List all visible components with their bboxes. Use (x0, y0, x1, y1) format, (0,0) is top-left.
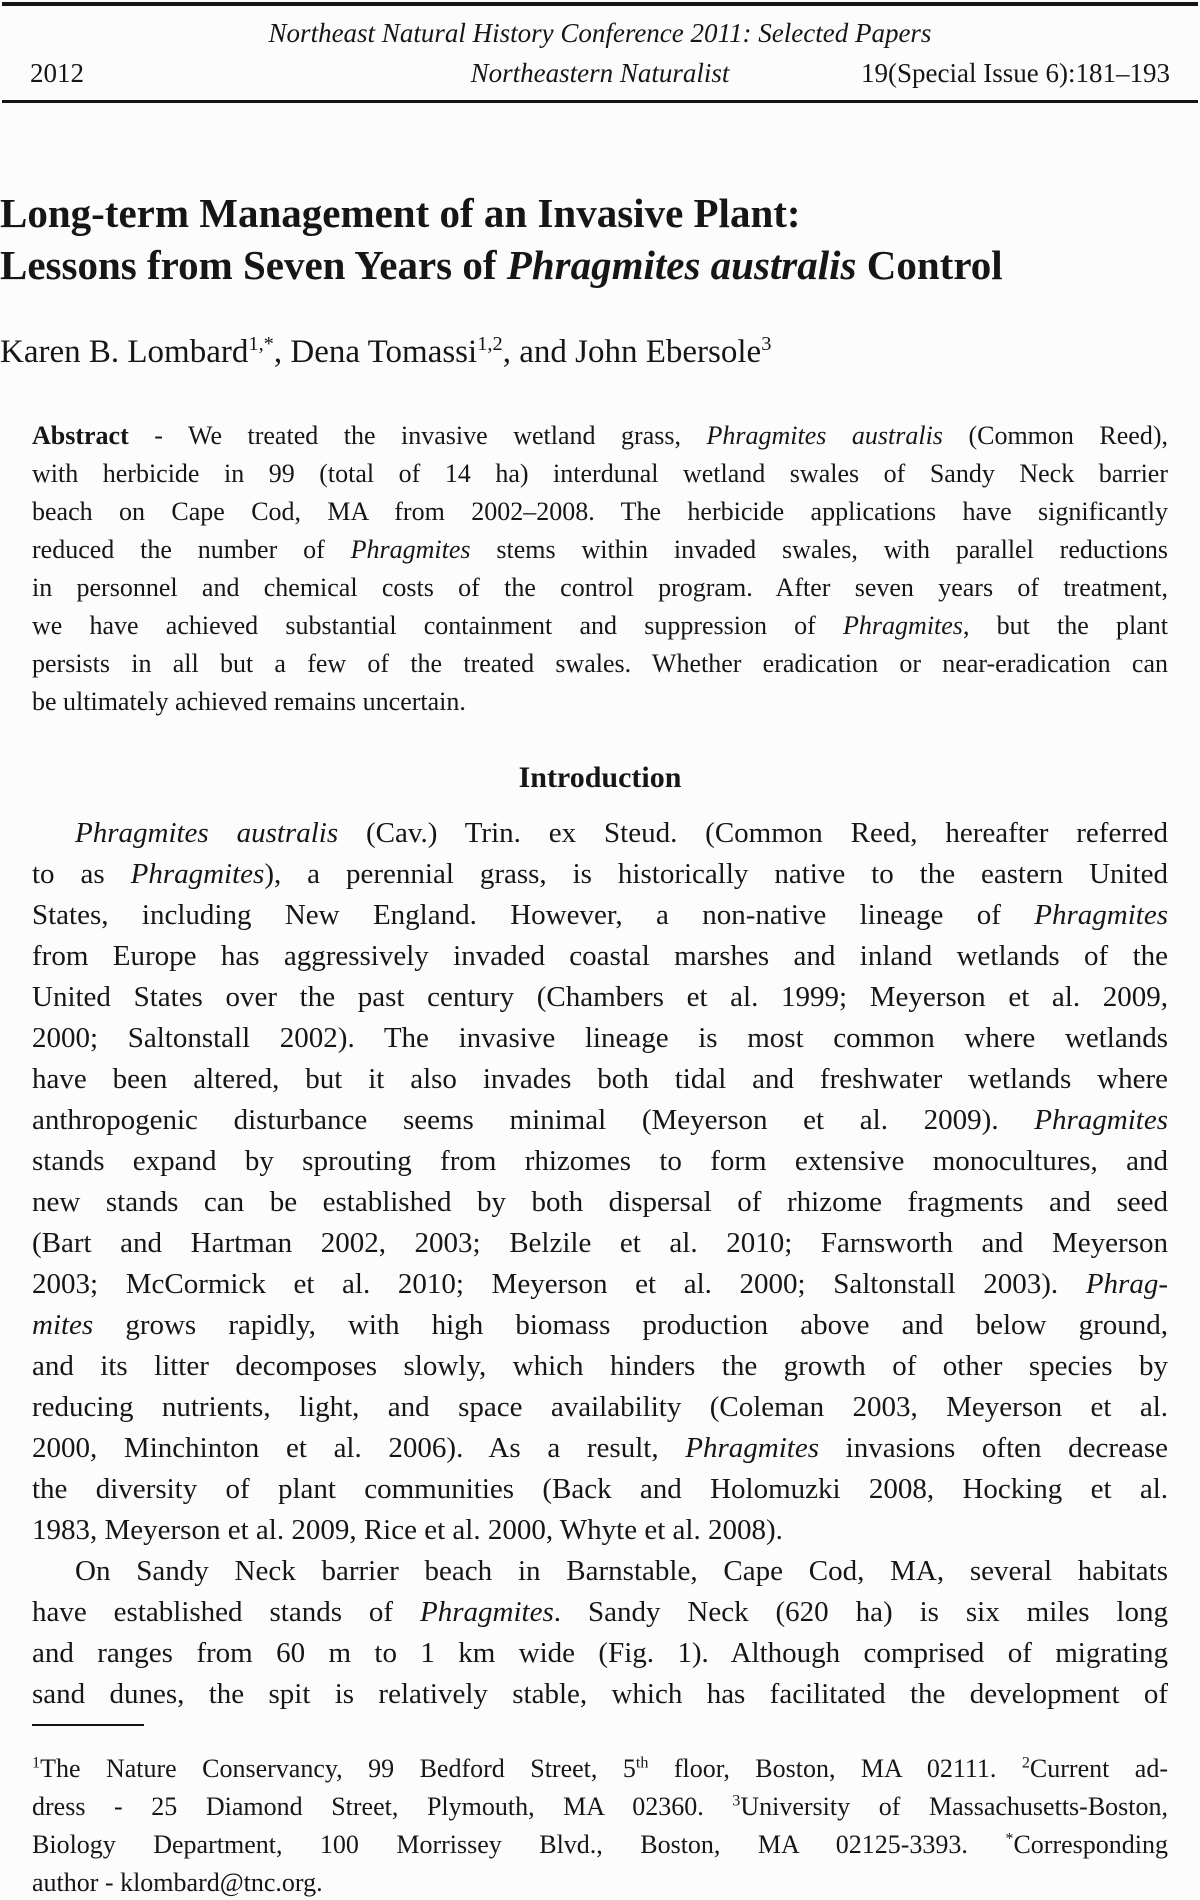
text-segment: (Common Reed), (942, 421, 1168, 450)
text-segment: On Sandy Neck barrier beach in Barnstable, Cape Cod, MA, several habitats (75, 1555, 1168, 1587)
text-segment: the diversity of plant communities (Back and Holomuzki 2008, Hocking et al. (32, 1473, 1168, 1505)
text-line (32, 1428, 1168, 1469)
footnote (0, 1750, 1200, 1900)
text-segment: and its litter decomposes slowly, which hinders the growth of other species by (32, 1350, 1168, 1382)
text-segment: invasions often decrease (818, 1432, 1168, 1464)
top-rule (2, 2, 1198, 6)
header-rule (2, 100, 1198, 103)
superscript: 1,2 (477, 333, 503, 355)
text-segment: 2003; McCormick et al. 2010; Meyerson et al. 2000; Saltonstall 2003). (32, 1268, 1086, 1300)
abstract (0, 417, 1200, 721)
text-segment: United States over the past century (Chambers et al. 1999; Meyerson et al. 2009, (32, 981, 1168, 1013)
text-line (32, 977, 1168, 1018)
text-segment: Phragmites (843, 611, 963, 640)
text-segment: grows rapidly, with high biomass production above and below ground, (93, 1309, 1168, 1341)
text-segment: in personnel and chemical costs of the control program. After seven years of treatment, (32, 573, 1168, 602)
text-line (32, 607, 1168, 645)
text-line (32, 1264, 1168, 1305)
text-segment: (Cav.) Trin. ex Steud. (Common Reed, hereafter referred (338, 817, 1169, 849)
text-line (32, 1305, 1168, 1346)
text-segment: beach on Cape Cod, MA from 2002–2008. The herbicide applications have significantly (32, 497, 1168, 526)
text-segment: stands expand by sprouting from rhizomes to form extensive monocultures, and (32, 1145, 1168, 1177)
text-segment: Lessons from Seven Years of (0, 242, 507, 288)
article-title (0, 187, 1200, 291)
title-line-1: Long-term Management of an Invasive Plant: (0, 190, 801, 236)
text-segment: . Sandy Neck (620 ha) is six miles long (553, 1596, 1168, 1628)
text-segment: author - klombard@tnc.org. (32, 1868, 323, 1897)
text-segment: , Dena Tomassi (273, 334, 478, 370)
superscript: 1 (32, 1754, 41, 1772)
text-segment: Biology Department, 100 Morrissey Blvd., Boston, MA 02125-3393. (32, 1830, 1006, 1859)
text-segment: 2000; Saltonstall 2002). The invasive lineage is most common where wetlands (32, 1022, 1168, 1054)
text-line (32, 1223, 1168, 1264)
text-line (32, 1592, 1168, 1633)
text-line (32, 569, 1168, 607)
text-segment: Abstract (32, 421, 129, 450)
text-segment: 1983, Meyerson et al. 2009, Rice et al. 2000, Whyte et al. 2008). (32, 1514, 783, 1546)
text-segment: Phragmites australis (706, 421, 943, 450)
text-segment: States, including New England. However, a non-native lineage of (32, 899, 1035, 931)
text-segment: new stands can be established by both dispersal of rhizome fragments and seed (32, 1186, 1168, 1218)
text-line (32, 1059, 1168, 1100)
text-line (32, 1750, 1168, 1788)
text-line (32, 1346, 1168, 1387)
text-segment: have established stands of (32, 1596, 421, 1628)
text-segment: 2000, Minchinton et al. 2006). As a result, (32, 1432, 686, 1464)
text-segment: persists in all but a few of the treated swales. Whether eradication or near-eradication can (32, 649, 1168, 678)
journal-name: Northeastern Naturalist (470, 58, 730, 88)
text-line (32, 936, 1168, 977)
text-segment: sand dunes, the spit is relatively stable, which has facilitated the development of (32, 1678, 1168, 1710)
superscript: th (635, 1754, 649, 1772)
title-line-2 (0, 239, 1200, 291)
authors-line (0, 331, 1200, 373)
text-line (32, 1510, 1168, 1551)
text-line (32, 455, 1168, 493)
text-segment: be ultimately achieved remains uncertain. (32, 687, 466, 716)
paragraph-2 (0, 1551, 1200, 1715)
text-line (32, 1674, 1168, 1715)
superscript: * (1005, 1830, 1014, 1848)
text-line (32, 1469, 1168, 1510)
footnote-rule (32, 1724, 144, 1726)
text-line (32, 1633, 1168, 1674)
text-line (32, 1864, 1168, 1900)
superscript: 3 (732, 1792, 741, 1810)
text-segment: , and John Ebersole (502, 334, 762, 370)
text-segment: , but the plant (962, 611, 1168, 640)
text-segment: Current ad- (1029, 1754, 1168, 1783)
text-line (32, 1100, 1168, 1141)
text-segment: Control (856, 242, 1003, 288)
header-citation: 19(Special Issue 6):181–193 (861, 58, 1170, 88)
text-line (32, 645, 1168, 683)
text-segment: anthropogenic disturbance seems minimal (Meyerson et al. 2009). (32, 1104, 1035, 1136)
superscript: 2 (1021, 1754, 1030, 1772)
header-year: 2012 (30, 58, 84, 88)
text-segment: Phragmites (420, 1596, 554, 1628)
text-segment: from Europe has aggressively invaded coastal marshes and inland wetlands of the (32, 940, 1168, 972)
text-line (0, 331, 1200, 373)
text-segment: Phragmites australis (75, 817, 339, 849)
text-segment: we have achieved substantial containment and suppression of (32, 611, 844, 640)
text-segment: (Bart and Hartman 2002, 2003; Belzile et al. 2010; Farnsworth and Meyerson (32, 1227, 1168, 1259)
text-line (32, 895, 1168, 936)
text-segment: - We treated the invasive wetland grass, (128, 421, 707, 450)
text-line (32, 854, 1168, 895)
text-segment: Phragmites (350, 535, 471, 564)
text-segment: mites (32, 1309, 94, 1341)
text-line (0, 239, 1200, 291)
text-segment: to as (32, 858, 131, 890)
text-segment: with herbicide in 99 (total of 14 ha) interdunal wetland swales of Sandy Neck barrier (32, 459, 1168, 488)
text-segment: and ranges from 60 m to 1 km wide (Fig. 1). Although comprised of migrating (32, 1637, 1168, 1669)
superscript: 1,* (248, 333, 274, 355)
text-line (32, 1826, 1168, 1864)
text-segment: Phragmites (685, 1432, 819, 1464)
text-line (32, 813, 1168, 854)
text-line (32, 1551, 1168, 1592)
text-line (32, 1141, 1168, 1182)
text-segment: Phragmites (1034, 899, 1168, 931)
text-segment: reducing nutrients, light, and space availability (Coleman 2003, Meyerson et al. (32, 1391, 1168, 1423)
text-line (32, 1018, 1168, 1059)
section-heading-introduction: Introduction (518, 761, 682, 794)
text-segment: Corresponding (1013, 1830, 1168, 1859)
text-segment: dress - 25 Diamond Street, Plymouth, MA 02360. (32, 1792, 733, 1821)
text-segment: Phragmites australis (506, 242, 857, 288)
text-segment: Phragmites (130, 858, 265, 890)
journal-header-row (0, 56, 1200, 90)
text-line (32, 1182, 1168, 1223)
text-line (32, 531, 1168, 569)
text-segment: University of Massachusetts-Boston, (740, 1792, 1168, 1821)
superscript: 3 (761, 333, 772, 355)
text-segment: have been altered, but it also invades both tidal and freshwater wetlands where (32, 1063, 1168, 1095)
paragraph-1 (0, 813, 1200, 1551)
text-segment: ), a perennial grass, is historically native to the eastern United (264, 858, 1168, 890)
conference-header: Northeast Natural History Conference 2011: Selected Papers (268, 18, 932, 48)
text-segment: Karen B. Lombard (0, 334, 249, 370)
text-segment: floor, Boston, MA 02111. (648, 1754, 1022, 1783)
text-line (32, 1788, 1168, 1826)
text-segment: Phrag- (1085, 1268, 1168, 1300)
text-line (32, 493, 1168, 531)
text-segment: The Nature Conservancy, 99 Bedford Street, 5 (40, 1754, 636, 1783)
text-line (32, 683, 1168, 721)
text-segment: stems within invaded swales, with parallel reductions (470, 535, 1168, 564)
text-segment: reduced the number of (32, 535, 351, 564)
text-line (32, 1387, 1168, 1428)
text-segment: Phragmites (1034, 1104, 1168, 1136)
text-line (32, 417, 1168, 455)
